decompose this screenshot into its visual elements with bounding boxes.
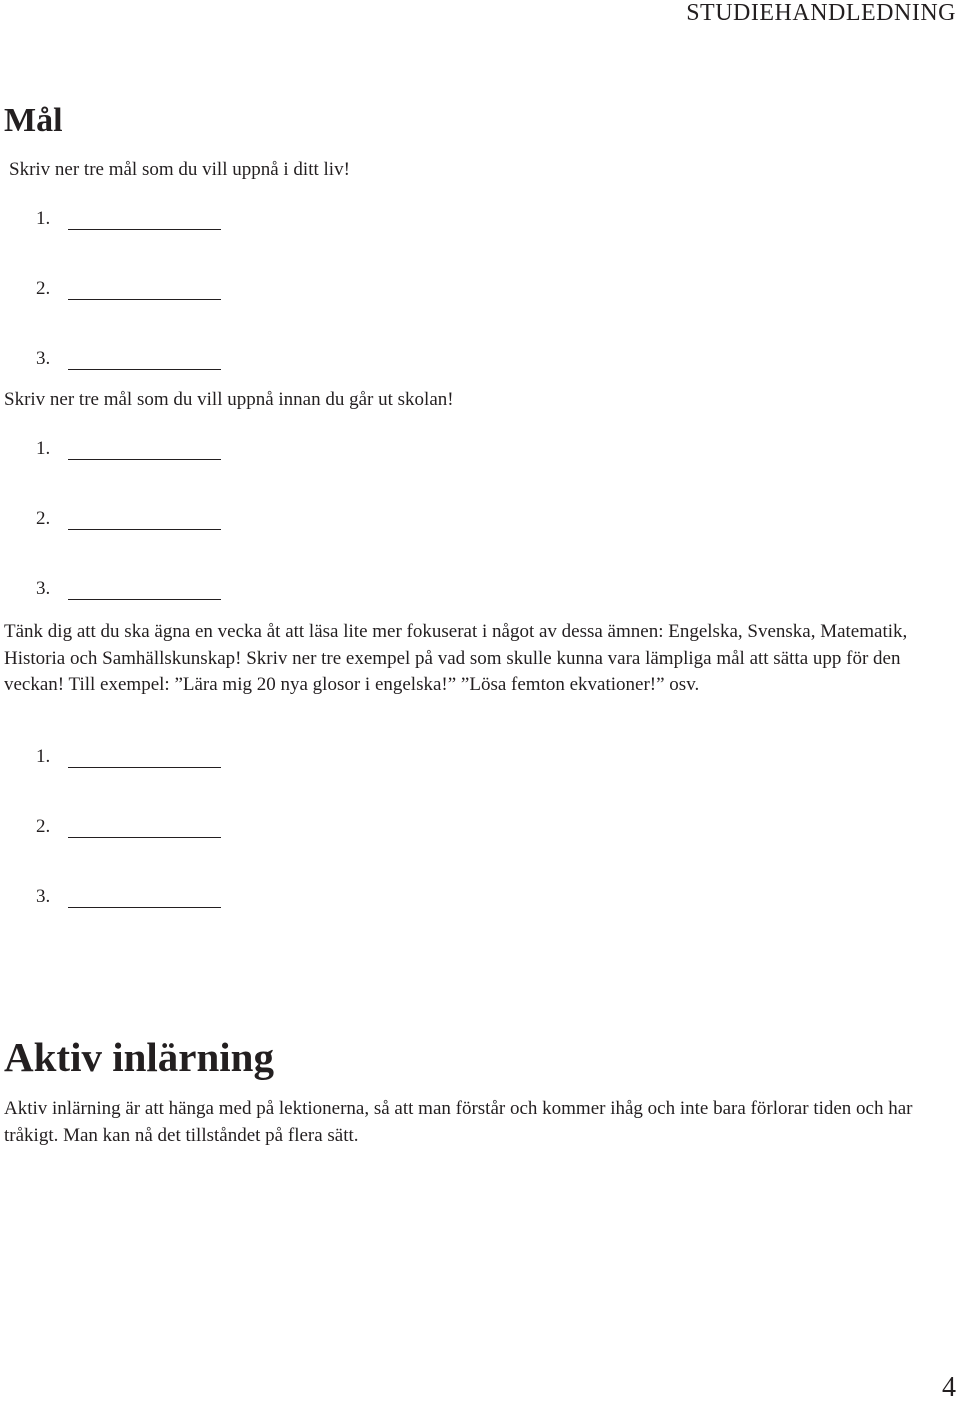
answer-line[interactable] (68, 507, 221, 530)
item-number: 1. (36, 438, 51, 459)
answer-line[interactable] (68, 207, 221, 230)
prompt-school-goals: Skriv ner tre mål som du vill uppnå innan du går ut skolan! (4, 389, 454, 410)
subject-goal-2 (36, 814, 221, 838)
answer-line[interactable] (68, 347, 221, 370)
item-number: 2. (36, 508, 51, 529)
item-number: 1. (36, 746, 51, 767)
item-number: 3. (36, 886, 51, 907)
section-title-goals: Mål (4, 102, 63, 139)
school-goal-1 (36, 436, 221, 460)
subject-week-paragraph: Tänk dig att du ska ägna en vecka åt att läsa lite mer fokuserat i något av dessa ämnen: Engelska, Svenska, Matematik, Historia och Samhällskunskap! Skriv ner tre exempel på vad som skulle kunna vara lämpliga mål att sätta upp för den veckan! Till exempel: ”Lära mig 20 nya glosor i engelska!” ”Lösa femton ekvationer!” osv. (4, 621, 908, 695)
answer-line[interactable] (68, 885, 221, 908)
life-goal-1 (36, 206, 221, 230)
answer-line[interactable] (68, 745, 221, 768)
answer-line[interactable] (68, 437, 221, 460)
section-title-active-learning: Aktiv inlärning (4, 1034, 274, 1080)
prompt-life-goals: Skriv ner tre mål som du vill uppnå i ditt liv! (9, 159, 350, 180)
item-number: 2. (36, 278, 51, 299)
running-header: STUDIEHANDLEDNING (686, 0, 956, 26)
item-number: 1. (36, 208, 51, 229)
school-goal-2 (36, 506, 221, 530)
active-learning-paragraph: Aktiv inlärning är att hänga med på lektionerna, så att man förstår och kommer ihåg och inte bara förlorar tiden och har tråkigt. Man kan nå det tillståndet på flera sätt. (4, 1098, 913, 1146)
life-goal-2 (36, 276, 221, 300)
subject-goal-1 (36, 744, 221, 768)
answer-line[interactable] (68, 277, 221, 300)
item-number: 2. (36, 816, 51, 837)
school-goal-3 (36, 576, 221, 600)
item-number: 3. (36, 348, 51, 369)
answer-line[interactable] (68, 815, 221, 838)
life-goal-3 (36, 346, 221, 370)
answer-line[interactable] (68, 577, 221, 600)
item-number: 3. (36, 578, 51, 599)
subject-goal-3 (36, 884, 221, 908)
page-number: 4 (942, 1372, 956, 1403)
